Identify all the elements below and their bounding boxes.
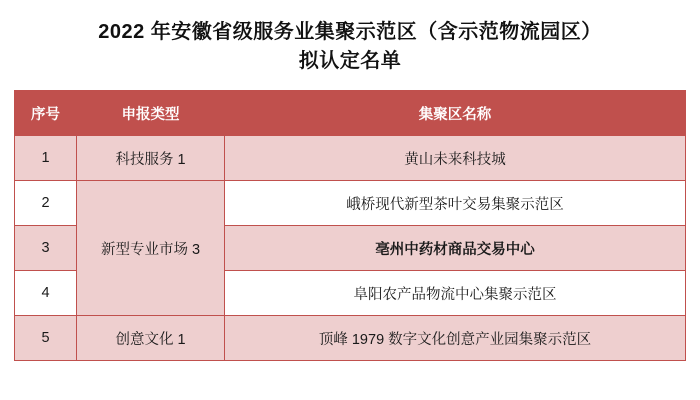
cell-name: 阜阳农产品物流中心集聚示范区 [225, 271, 686, 316]
cell-index: 3 [15, 226, 77, 271]
document-title [14, 18, 686, 76]
cell-name: 黄山未来科技城 [225, 136, 686, 181]
table-body [15, 136, 686, 361]
cell-index: 4 [15, 271, 77, 316]
cell-type-merged: 新型专业市场 3 [77, 181, 225, 316]
table-row [15, 316, 686, 361]
cell-index: 1 [15, 136, 77, 181]
cell-type: 科技服务 1 [77, 136, 225, 181]
approval-list-table [14, 90, 686, 361]
table-row [15, 136, 686, 181]
table-header-row [15, 91, 686, 136]
cell-name: 顶峰 1979 数字文化创意产业园集聚示范区 [225, 316, 686, 361]
cell-name: 峨桥现代新型茶叶交易集聚示范区 [225, 181, 686, 226]
cell-index: 5 [15, 316, 77, 361]
table-header [15, 91, 686, 136]
title-line-1: 2022 年安徽省级服务业集聚示范区（含示范物流园区） [98, 21, 602, 43]
table-row [15, 181, 686, 226]
cell-type: 创意文化 1 [77, 316, 225, 361]
cell-index: 2 [15, 181, 77, 226]
cell-name: 亳州中药材商品交易中心 [225, 226, 686, 271]
column-header-name: 集聚区名称 [225, 91, 686, 136]
title-line-2: 拟认定名单 [298, 50, 402, 72]
column-header-type: 申报类型 [77, 91, 225, 136]
column-header-index: 序号 [15, 91, 77, 136]
